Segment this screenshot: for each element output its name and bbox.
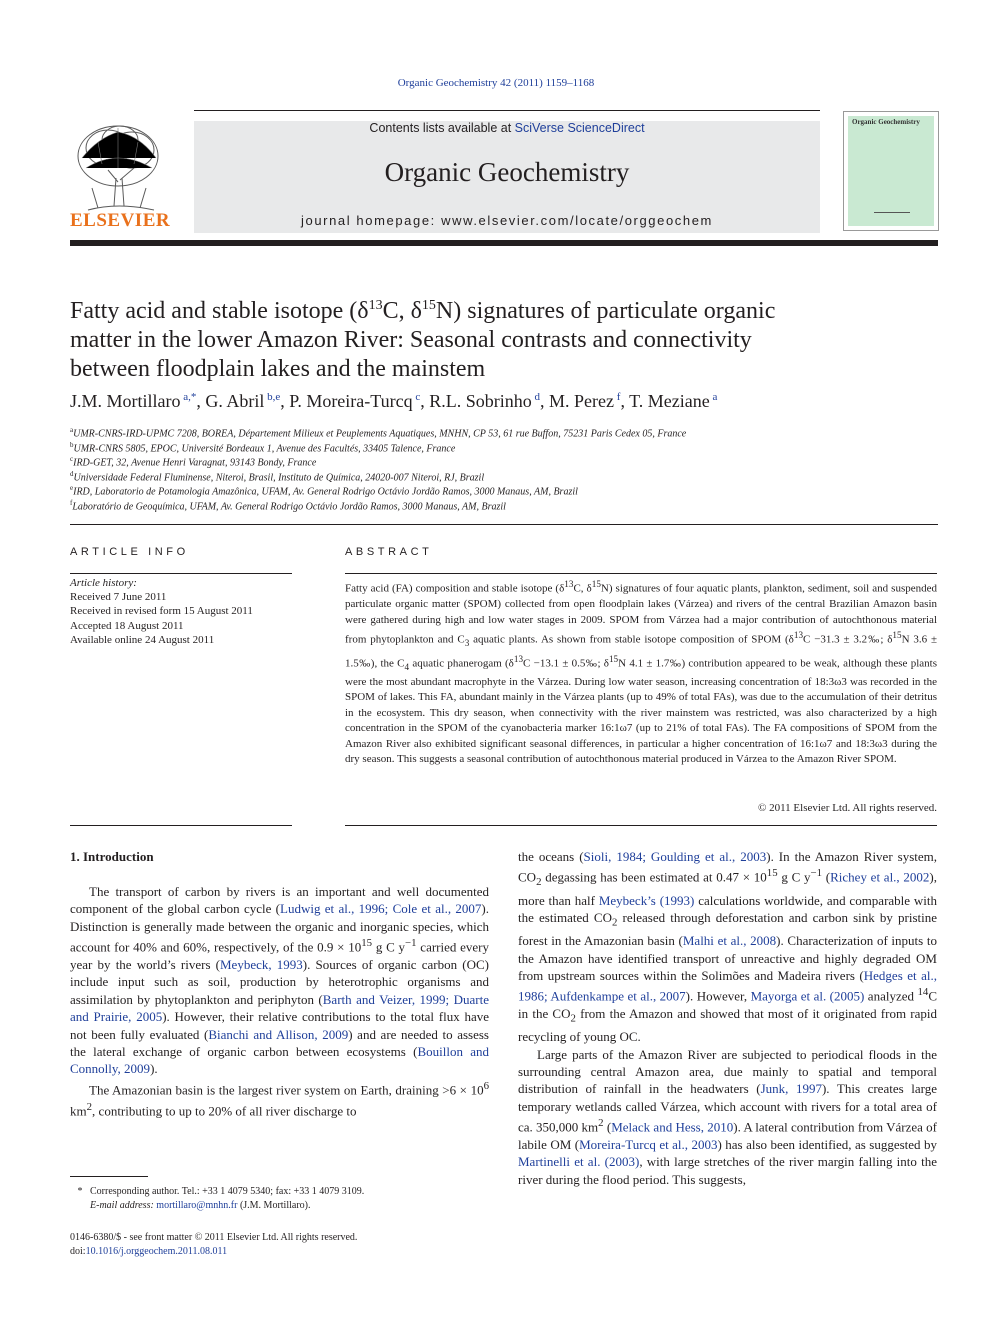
issn-footer bbox=[70, 1231, 357, 1259]
sciencedirect-link[interactable]: SciVerse ScienceDirect bbox=[514, 121, 645, 135]
doi-label: doi: bbox=[70, 1246, 86, 1257]
article-info-bottom-rule bbox=[70, 825, 292, 826]
affiliation-text: Universidade Federal Fluminense, Niteroi, Brasil, Instituto de Química, 24020-007 Niteroi, RJ, Brazil bbox=[73, 472, 485, 484]
copyright: © 2011 Elsevier Ltd. All rights reserved. bbox=[757, 802, 937, 814]
affiliation-marker: c bbox=[70, 455, 74, 464]
abstract-rule bbox=[345, 573, 937, 574]
email-suffix: (J.M. Mortillaro). bbox=[237, 1200, 311, 1211]
author-name: J.M. Mortillaro bbox=[70, 391, 181, 411]
history-label: Article history: bbox=[70, 577, 137, 589]
author-name: T. Meziane bbox=[629, 391, 710, 411]
email-line bbox=[90, 1199, 310, 1213]
title-line-3: between floodplain lakes and the mainstem bbox=[70, 356, 486, 382]
abstract-body: Fatty acid (FA) composition and stable isotope ($\delta^{13}C$, $\delta^{15}N$) signatures of four aquatic plants, plankton, sediment, soil and suspended particulate organic matter (SPOM) collected from open floodplain lakes (Várzea) and rivers of the central Brazilian Amazon basin were gathered during high and low water stages in 2009. SPOM from Várzea had a major contribution of autochthonous material from phytoplankton and $C_3$ aquatic plants. As shown from stable isotope composition of SPOM ($\delta^{13}C -31.3$ ± 3.2‰; $\delta^{15}N$ 3.6 ± 1.5‰), the $C_4$ aquatic phanerogam ($\delta^{13}C -13.1$ ± 0.5‰; $\delta^{15}N$ 4.1 ± 1.7‰) contribution appeared to be weak, although these plants were the most abundant macrophyte in the Várzea. During low water season, increasing concentration of 18:3ω3 was recorded in the SPOM of lakes. This FA, abundant mainly in the Várzea plants (up to 49% of total FAs), was due to the accumulation of their detritus in the ecosystem. This dry season, when connectivity with the river mainstem was restricted, was also characterized by a high concentration in the SPOM of the cyanobacteria marker 16:1ω7 (up to 21% of total FAs). The FA compositions of SPOM from the Amazon River also exhibited significant seasonal differences, in particular a higher concentration of 16:1ω7 and 18:3ω3 during the dry season. This suggests a seasonal contribution of autochthonous material produced in Várzea to the Amazon River SPOM. bbox=[345, 579, 938, 766]
intro-left-column: The transport of carbon by rivers is an important and well documented component of the global carbon cycle (Ludwig et al., 1996; Cole et al., 2007). Distinction is generally made between the organic and inorganic species, which account for 40% and 60%, respectively, of the $0.9 \times 10^{15}$ g C $y^{-1}$ carried every year by the world’s rivers (Meybeck, 1993). Sources of organic carbon (OC) include input such as soil, production by heterotrophic organisms and assimilation by phytoplankton and periphyton (Barth and Veizer, 1999; Duarte and Prairie, 2005). However, their relative contributions to the total flux have not been fully evaluated (Bianchi and Allison, 2009) and are needed to assess the lateral exchange of organic carbon between ecosystems (Bouillon and Connolly, 2009). The Amazonian basin is the largest river system on Earth, draining $>6 \times 10^6$ $km^2$, contributing to up to 20% of all river discharge to bbox=[70, 884, 490, 1118]
affiliation-text: UMR-CNRS-IRD-UPMC 7208, BOREA, Département Milieux et Peuplements Aquatiques, MNHN, CP 53, 61 rue Buffon, 75231 Paris Cedex 05, France bbox=[73, 428, 687, 440]
affiliation-text: IRD-GET, 32, Avenue Henri Varagnat, 93143 Bondy, France bbox=[73, 457, 317, 469]
header-rule bbox=[194, 110, 820, 111]
history-received: Received 7 June 2011 bbox=[70, 591, 167, 604]
footnote-rule bbox=[70, 1176, 148, 1177]
cover-logo bbox=[874, 212, 910, 221]
author-list: J.M. Mortillaro $^{a,*}$, G. Abril $^{b,e}$, P. Moreira-Turcq $^c$, R.L. Sobrinho $^d$, M. Perez $^f$, T. Meziane $^a$ bbox=[70, 391, 718, 411]
author-affiliation-marker[interactable]: c bbox=[412, 391, 421, 403]
author-name: P. Moreira-Turcq bbox=[289, 391, 413, 411]
contents-line bbox=[194, 121, 820, 135]
abstract-bottom-rule bbox=[345, 825, 937, 826]
author-affiliation-marker[interactable]: a,* bbox=[180, 391, 197, 403]
affiliation-text: UMR-CNRS 5805, EPOC, Université Bordeaux 1, Avenue des Facultés, 33405 Talence, France bbox=[73, 442, 456, 454]
doi-link[interactable]: 10.1016/j.orggeochem.2011.08.011 bbox=[85, 1246, 228, 1257]
author-affiliation-marker[interactable]: f bbox=[614, 391, 621, 403]
affiliation-text: Laboratório de Geoquímica, UFAM, Av. General Rodrigo Octávio Jordão Ramos, 3000 Manaus, AM, Brazil bbox=[72, 501, 506, 513]
journal-cover-thumbnail bbox=[843, 111, 939, 231]
affiliation-marker: e bbox=[70, 484, 74, 493]
corresponding-text: Corresponding author. Tel.: +33 1 4079 5340; fax: +33 1 4079 3109. bbox=[90, 1186, 365, 1197]
introduction-heading: 1. Introduction bbox=[70, 849, 154, 864]
journal-name: Organic Geochemistry bbox=[384, 157, 630, 187]
elsevier-wordmark: ELSEVIER bbox=[70, 210, 171, 231]
author-name: G. Abril bbox=[205, 391, 265, 411]
cover-title: Organic Geochemistry bbox=[852, 118, 920, 126]
affiliation-marker: d bbox=[70, 469, 74, 478]
author-affiliation-marker[interactable]: d bbox=[531, 391, 541, 403]
history-online: Available online 24 August 2011 bbox=[70, 633, 215, 646]
article-info-rule bbox=[70, 573, 292, 574]
journal-citation[interactable]: Organic Geochemistry 42 (2011) 1159–1168 bbox=[397, 77, 595, 89]
header-thick-rule bbox=[70, 240, 938, 246]
affiliation-text: IRD, Laboratorio de Potamologia Amazônica, UFAM, Av. General Rodrigo Octávio Jordão Ramos, 3000 Manaus, AM, Brazil bbox=[73, 486, 578, 498]
contents-prefix: Contents lists available at bbox=[369, 121, 515, 135]
journal-homepage[interactable]: journal homepage: www.elsevier.com/locate/orggeochem bbox=[301, 213, 713, 228]
issn-line: 0146-6380/$ - see front matter © 2011 Elsevier Ltd. All rights reserved. bbox=[70, 1232, 358, 1243]
email-link[interactable]: mortillaro@mnhn.fr bbox=[156, 1200, 238, 1211]
article-title: Fatty acid and stable isotope ($\delta^{13}C$, $\delta^{15}N$) signatures of particulate organic matter in the lower Amazon River: Seasonal contrasts and connectivity between floodplain lakes and the mainstem bbox=[70, 291, 940, 384]
affiliation-marker: b bbox=[70, 440, 74, 449]
article-info-heading: ARTICLE INFO bbox=[70, 546, 189, 558]
abstract-heading: ABSTRACT bbox=[345, 546, 433, 558]
affiliation-marker: a bbox=[70, 426, 74, 434]
email-label: E-mail address: bbox=[90, 1200, 154, 1211]
title-line-2: matter in the lower Amazon River: Seasonal contrasts and connectivity bbox=[70, 327, 752, 353]
affil-rule bbox=[70, 524, 938, 525]
doi-line bbox=[70, 1245, 357, 1259]
journal-banner bbox=[194, 121, 820, 233]
author-name: R.L. Sobrinho bbox=[429, 391, 532, 411]
author-affiliation-marker[interactable]: b,e bbox=[264, 391, 281, 403]
affiliation-item bbox=[70, 496, 506, 515]
history-revised: Received in revised form 15 August 2011 bbox=[70, 605, 253, 618]
corresponding-author: * Corresponding author. Tel.: +33 1 4079 5340; fax: +33 1 4079 3109. bbox=[77, 1186, 365, 1197]
affiliation-marker: f bbox=[70, 499, 73, 507]
intro-right-column: the oceans (Sioli, 1984; Goulding et al., 2003). In the Amazon River system, $CO_2$ degassing has been estimated at $0.47 \times 10^{15}$ g C $y^{-1}$ (Richey et al., 2002), more than half Meybeck’s (1993) calculations worldwide, and comparable with the estimated $CO_2$ released through deforestation and carbon sink by pristine forest in the Amazonian basin (Malhi et al., 2008). Characterization of inputs to the Amazon have identified transport of unreactive and highly degraded OM from upstream sources within the Solimões and Madeira rivers (Hedges et al., 1986; Aufdenkampe et al., 2007). However, Mayorga et al. (2005) analyzed $^{14}$C in the $CO_2$ from the Amazon and showed that most of it originated from rapid recycling of young OC. Large parts of the Amazon River are subjected to periodical floods in the surrounding central Amazon area, due mainly to spatial and temporal distribution of rainfall in the headwaters (Junk, 1997). This creates large temporary wetlands called Várzea, which account with rivers for a total area of ca. 350,000 $km^2$ (Melack and Hess, 2010). A lateral contribution from Várzea of labile OM (Moreira-Turcq et al., 2003) has also been identified, as suggested by Martinelli et al. (2003), with large stretches of the river margin falling into the river during the flood period. This suggests, bbox=[518, 849, 938, 1187]
history-accepted: Accepted 18 August 2011 bbox=[70, 619, 184, 632]
author-affiliation-marker[interactable]: a bbox=[709, 391, 718, 403]
author-name: M. Perez bbox=[549, 391, 615, 411]
article-history bbox=[70, 576, 253, 647]
